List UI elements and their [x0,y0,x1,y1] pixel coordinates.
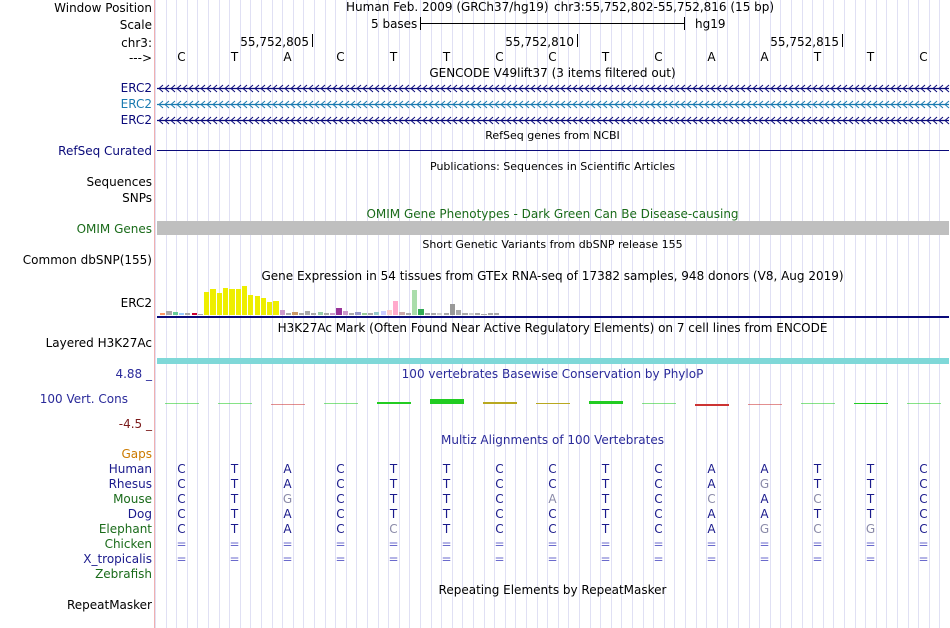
alignment-base: C [495,477,504,491]
gtex-tissue-bar[interactable] [286,313,291,315]
gtex-tissue-bar[interactable] [387,310,392,315]
alignment-base: G [759,477,770,491]
alignment-base: C [177,492,186,506]
alignment-base: T [230,462,239,476]
alignment-base: T [866,477,875,491]
grid-line [897,0,898,628]
base-letter: C [919,50,928,64]
alignment-base: C [813,522,822,536]
gtex-tissue-bar[interactable] [469,313,474,315]
ruler-tick-label: 55,752,810 [505,35,574,49]
alignment-base: G [759,522,770,536]
gtex-tissue-bar[interactable] [236,289,241,315]
ruler-tick [842,34,843,47]
phylop-score-bar[interactable] [536,403,570,404]
alignment-base: T [601,477,610,491]
h3k27ac-signal[interactable] [157,358,949,364]
refseq-label[interactable]: RefSeq Curated [58,144,152,158]
scale-bar [420,17,685,31]
alignment-base: = [335,552,346,566]
grid-line [939,0,940,628]
base-letter: T [389,50,398,64]
alignment-base: T [230,492,239,506]
base-letter: C [177,50,186,64]
gtex-tissue-bar[interactable] [255,296,260,315]
h3k27ac-label[interactable]: Layered H3K27Ac [45,336,152,350]
gtex-tissue-bar[interactable] [399,312,404,315]
grid-line [876,0,877,628]
label-separator [154,0,155,628]
grid-line [664,0,665,628]
gtex-tissue-bar[interactable] [318,312,323,315]
grid-line [823,0,824,628]
gtex-tissue-bar[interactable] [280,310,285,315]
repeatmasker-title[interactable]: Repeating Elements by RepeatMasker [438,583,667,597]
dbsnp-title[interactable]: Short Genetic Variants from dbSNP release 155 [422,238,683,251]
omim-title[interactable]: OMIM Gene Phenotypes - Dark Green Can Be Disease-causing [366,207,739,221]
alignment-base: = [388,552,399,566]
alignment-base: C [495,507,504,521]
grid-line [929,0,930,628]
gtex-tissue-bar[interactable] [324,313,329,315]
alignment-base: A [283,477,292,491]
phylop-score-bar[interactable] [642,403,676,404]
db-label: hg19 [695,17,726,31]
base-letter: T [813,50,822,64]
scale-text: 5 bases [371,17,418,31]
alignment-base: C [919,507,928,521]
base-letter: T [442,50,451,64]
ruler-tick-label: 55,752,815 [770,35,839,49]
alignment-base: A [760,492,769,506]
gtex-tissue-bar[interactable] [456,310,461,315]
alignment-base: C [919,477,928,491]
gencode-transcript[interactable] [157,100,949,109]
alignment-base: T [389,492,398,506]
snps-label[interactable]: SNPs [122,191,152,205]
gencode-item-label[interactable]: ERC2 [120,97,152,111]
alignment-base: A [707,522,716,536]
grid-line [526,0,527,628]
h3k27ac-title[interactable]: H3K27Ac Mark (Often Found Near Active Regulatory Elements) on 7 cell lines from ENCODE [277,321,828,335]
phylop-score-bar[interactable] [377,402,411,404]
ruler-tick [577,34,578,47]
alignment-base: = [547,537,558,551]
alignment-base: = [229,537,240,551]
alignment-base: = [812,552,823,566]
base-letter: A [760,50,769,64]
alignment-base: T [813,507,822,521]
alignment-base: = [547,552,558,566]
phylop-score-bar[interactable] [907,403,941,404]
grid-line [515,0,516,628]
grid-line [908,0,909,628]
gtex-tissue-bar[interactable] [437,313,442,315]
base-letter: C [548,50,557,64]
grid-line [558,0,559,628]
alignment-base: T [442,477,451,491]
alignment-base: = [494,552,505,566]
alignment-base: = [706,537,717,551]
alignment-base: T [866,462,875,476]
alignment-base: C [495,462,504,476]
alignment-base: A [707,477,716,491]
gaps-label: Gaps [121,447,152,461]
gtex-tissue-bar[interactable] [261,298,266,315]
base-letter: C [495,50,504,64]
alignment-base: A [760,507,769,521]
grid-line [717,0,718,628]
assembly-title: Human Feb. 2009 (GRCh37/hg19) [346,0,549,14]
gtex-tissue-bar[interactable] [185,313,190,315]
species-label[interactable]: Human [108,462,152,476]
gtex-tissue-bar[interactable] [204,292,209,315]
strand-label: ---> [128,51,152,65]
gtex-tissue-bar[interactable] [267,302,272,315]
alignment-base: = [494,537,505,551]
alignment-base: C [707,492,716,506]
alignment-base: A [283,522,292,536]
alignment-base: C [336,477,345,491]
alignment-base: = [600,552,611,566]
alignment-base: C [548,507,557,521]
gtex-tissue-bar[interactable] [299,313,304,315]
gtex-tissue-bar[interactable] [173,312,178,315]
species-label[interactable]: X_tropicalis [83,552,152,566]
grid-line [611,0,612,628]
ruler-tick-label: 55,752,805 [240,35,309,49]
alignment-base: A [707,462,716,476]
alignment-base: T [442,462,451,476]
alignment-base: C [336,507,345,521]
gtex-tissue-bar[interactable] [481,314,486,315]
alignment-base: = [282,537,293,551]
dbsnp-label[interactable]: Common dbSNP(155) [22,253,152,267]
alignment-base: C [654,477,663,491]
repeatmasker-label[interactable]: RepeatMasker [66,598,152,612]
alignment-base: T [389,507,398,521]
grid-line [855,0,856,628]
alignment-base: C [919,462,928,476]
base-letter: A [283,50,292,64]
alignment-base: C [548,477,557,491]
grid-line [674,0,675,628]
alignment-base: G [282,492,293,506]
gtex-gene-line [157,316,949,318]
gtex-tissue-bar[interactable] [229,289,234,315]
gtex-tissue-bar[interactable] [330,313,335,315]
alignment-base: C [495,522,504,536]
phylop-score-bar[interactable] [218,403,252,404]
gtex-tissue-bar[interactable] [192,313,197,315]
window-position-label: Window Position [54,1,152,15]
alignment-base: C [654,492,663,506]
alignment-base: C [813,492,822,506]
grid-line [886,0,887,628]
species-label[interactable]: Mouse [113,492,152,506]
alignment-base: T [601,492,610,506]
alignment-base: = [918,552,929,566]
alignment-base: T [230,507,239,521]
grid-line [770,0,771,628]
alignment-base: = [759,537,770,551]
grid-line [802,0,803,628]
species-label[interactable]: Elephant [98,522,152,536]
sequences-label[interactable]: Sequences [86,175,152,189]
gencode-item-label[interactable]: ERC2 [120,113,152,127]
publications-title[interactable]: Publications: Sequences in Scientific Articles [430,160,675,173]
omim-label[interactable]: OMIM Genes [76,222,152,236]
alignment-base: = [812,537,823,551]
gtex-tissue-bar[interactable] [355,312,360,315]
grid-line [505,0,506,628]
gtex-tissue-bar[interactable] [418,309,423,315]
base-letter: T [601,50,610,64]
alignment-base: T [601,522,610,536]
grid-line [749,0,750,628]
gtex-tissue-bar[interactable] [431,313,436,315]
phylop-score-bar[interactable] [324,403,358,404]
phylop-min-label: -4.5 _ [118,417,152,431]
gtex-tissue-bar[interactable] [336,308,341,315]
species-label[interactable]: Zebrafish [95,567,152,581]
grid-line [738,0,739,628]
alignment-base: = [759,552,770,566]
alignment-base: T [866,492,875,506]
gencode-transcript[interactable] [157,84,949,93]
gtex-tissue-bar[interactable] [292,312,297,315]
gtex-tissue-bar[interactable] [374,312,379,315]
gtex-tissue-bar[interactable] [198,314,203,315]
gtex-tissue-bar[interactable] [179,313,184,315]
gtex-label[interactable]: ERC2 [120,296,152,310]
alignment-base: = [706,552,717,566]
base-letter: T [230,50,239,64]
base-letter: T [866,50,875,64]
ruler-tick [312,34,313,47]
gtex-tissue-bar[interactable] [242,286,247,315]
gtex-tissue-bar[interactable] [494,313,499,315]
alignment-base: = [229,552,240,566]
alignment-base: C [389,522,398,536]
refseq-feature[interactable] [157,150,949,151]
species-label[interactable]: Dog [127,507,152,521]
gtex-tissue-bar[interactable] [412,290,417,315]
grid-line [780,0,781,628]
alignment-base: T [389,462,398,476]
phylop-title[interactable]: 100 vertebrates Basewise Conservation by PhyloP [401,367,704,381]
alignment-base: C [177,462,186,476]
alignment-base: = [600,537,611,551]
alignment-base: C [495,492,504,506]
gtex-tissue-bar[interactable] [362,313,367,315]
chrom-label: chr3: [121,36,152,50]
alignment-base: C [177,522,186,536]
grid-line [833,0,834,628]
alignment-base: T [230,522,239,536]
multiz-title[interactable]: Multiz Alignments of 100 Vertebrates [440,433,665,447]
alignment-base: = [176,537,187,551]
alignment-base: T [866,507,875,521]
phylop-score-bar[interactable] [430,399,464,404]
alignment-base: C [336,492,345,506]
grid-line [632,0,633,628]
gtex-tissue-bar[interactable] [311,313,316,315]
alignment-base: = [653,552,664,566]
gtex-tissue-bar[interactable] [462,313,467,315]
gtex-tissue-bar[interactable] [406,313,411,315]
alignment-base: A [760,462,769,476]
alignment-base: = [918,537,929,551]
gtex-tissue-bar[interactable] [475,313,480,315]
gtex-tissue-bar[interactable] [160,313,165,315]
alignment-base: C [177,507,186,521]
alignment-base: = [176,552,187,566]
gtex-tissue-bar[interactable] [223,288,228,315]
phylop-score-bar[interactable] [165,403,199,404]
base-letter: C [654,50,663,64]
alignment-base: C [654,462,663,476]
gtex-tissue-bar[interactable] [444,313,449,315]
alignment-base: C [336,462,345,476]
alignment-base: A [548,492,557,506]
gtex-tissue-bar[interactable] [349,313,354,315]
alignment-base: T [230,477,239,491]
alignment-base: T [442,492,451,506]
alignment-base: A [707,507,716,521]
gtex-title[interactable]: Gene Expression in 54 tissues from GTEx RNA-seq of 17382 samples, 948 donors (V8, Aug 2019) [261,269,844,283]
alignment-base: T [442,522,451,536]
phylop-label[interactable]: 100 Vert. Cons [39,392,128,406]
alignment-base: = [282,552,293,566]
gencode-title[interactable]: GENCODE V49lift37 (3 items filtered out) [429,66,676,80]
alignment-base: T [813,462,822,476]
phylop-score-bar[interactable] [589,401,623,404]
gtex-tissue-bar[interactable] [425,313,430,315]
gtex-tissue-bar[interactable] [450,304,455,315]
alignment-base: T [389,477,398,491]
alignment-base: C [654,507,663,521]
species-label[interactable]: Chicken [104,537,152,551]
phylop-score-bar[interactable] [483,402,517,404]
phylop-score-bar[interactable] [801,403,835,404]
alignment-base: C [548,522,557,536]
gtex-tissue-bar[interactable] [217,293,222,315]
alignment-base: A [283,462,292,476]
grid-line [791,0,792,628]
grid-line [537,0,538,628]
alignment-base: C [336,522,345,536]
alignment-base: T [601,507,610,521]
grid-line [621,0,622,628]
alignment-base: = [865,552,876,566]
phylop-score-bar[interactable] [271,404,305,405]
grid-line [155,0,156,628]
alignment-base: T [813,477,822,491]
gtex-tissue-bar[interactable] [381,311,386,315]
grid-line [844,0,845,628]
gtex-tissue-bar[interactable] [305,311,310,315]
gtex-tissue-bar[interactable] [210,289,215,315]
gtex-tissue-bar[interactable] [248,295,253,315]
scale-label: Scale [119,18,152,32]
alignment-base: = [865,537,876,551]
phylop-score-bar[interactable] [748,404,782,405]
alignment-base: A [283,507,292,521]
grid-line [568,0,569,628]
phylop-score-bar[interactable] [695,404,729,406]
base-letter: A [707,50,716,64]
grid-line [579,0,580,628]
omim-feature-bar[interactable] [157,221,949,235]
phylop-max-label: 4.88 _ [115,367,152,381]
position-readout[interactable]: chr3:55,752,802-55,752,816 (15 bp) [554,0,775,14]
alignment-base: C [919,492,928,506]
gencode-transcript[interactable] [157,116,949,125]
alignment-base: = [653,537,664,551]
alignment-base: T [442,507,451,521]
species-label[interactable]: Rhesus [108,477,152,491]
alignment-base: = [441,537,452,551]
alignment-base: = [388,537,399,551]
gtex-tissue-bar[interactable] [368,313,373,315]
phylop-score-bar[interactable] [854,403,888,404]
gtex-tissue-bar[interactable] [343,311,348,315]
alignment-base: C [548,462,557,476]
gencode-item-label[interactable]: ERC2 [120,81,152,95]
grid-line [590,0,591,628]
gtex-tissue-bar[interactable] [488,313,493,315]
alignment-base: = [441,552,452,566]
alignment-base: G [865,522,876,536]
alignment-base: = [335,537,346,551]
gtex-tissue-bar[interactable] [166,311,171,315]
gtex-tissue-bar[interactable] [393,301,398,315]
grid-line [685,0,686,628]
alignment-base: C [919,522,928,536]
gtex-tissue-bar[interactable] [273,301,278,315]
refseq-title[interactable]: RefSeq genes from NCBI [485,129,620,142]
alignment-base: C [654,522,663,536]
alignment-base: T [601,462,610,476]
alignment-base: C [177,477,186,491]
grid-line [643,0,644,628]
grid-line [696,0,697,628]
grid-line [727,0,728,628]
base-letter: C [336,50,345,64]
